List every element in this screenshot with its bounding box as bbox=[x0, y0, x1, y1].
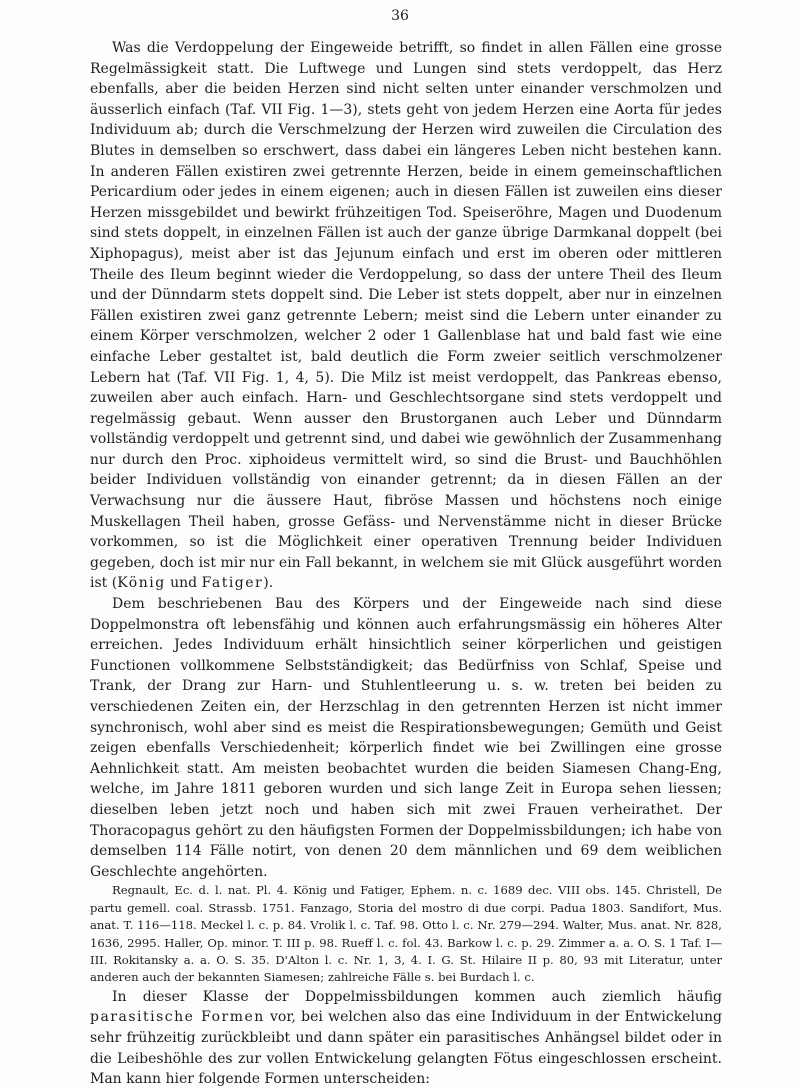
references-block: Regnault, Ec. d. l. nat. Pl. 4. König und Fatiger, Ephem. n. c. 1689 dec. VIII obs. 145. Christell, De partu gemell. coal. Strassb. 1751. Fanzago, Storia del mostro di due corpi. Padua 1803. Sandifort, Mus. anat. T. 116—118. Meckel l. c. p. 84. Vrolik l. c. Taf. 98. Otto l. c. Nr. 279—294. Walter, Mus. anat. Nr. 828, 1636, 2995. Haller, Op. minor. T. III p. 98. Rueff l. c. fol. 43. Barkow l. c. p. 29. Zimmer a. a. O. S. 1 Taf. I—III. Rokitansky a. a. O. S. 35. D'Alton l. c. Nr. 1, 3, 4. I. G. St. Hilaire II p. 80, 93 mit Literatur, unter anderen auch der bekannten Siamesen; zahlreiche Fälle s. bei Burdach l. c. bbox=[90, 883, 722, 985]
author-name: Fatiger bbox=[201, 575, 264, 592]
paragraph-organ-duplication bbox=[90, 38, 722, 594]
paragraph-text: In dieser Klasse der Doppelmissbildungen kommen auch ziemlich häufig bbox=[112, 988, 722, 1005]
paragraph-text: vor, bei welchen also das eine Individuum in der Entwickelung sehr frühzeitig zurückbleibt und dann später ein parasitisches Anhängsel bildet oder in die Leibeshöhle des zur vollen Entwickelung gelangten Fötus eingeschlossen erscheint. Man kann hier folgende Formen unterscheiden: bbox=[90, 1009, 722, 1088]
paragraph-viability: Dem beschriebenen Bau des Körpers und der Eingeweide nach sind diese Doppelmonstra oft lebensfähig und können auch erfahrungsmässig ein höheres Alter erreichen. Jedes Individuum erhält hinsichtlich seiner körperlichen und geistigen Functionen vollkommene Selbstständigkeit; das Bedürfniss von Schlaf, Speise und Trank, der Drang zur Harn- und Stuhlentleerung u. s. w. treten bei beiden zu verschiedenen Zeiten ein, der Herzschlag in den getrennten Herzen ist nicht immer synchronisch, wohl aber sind es meist die Respirationsbewegungen; Gemüth und Geist zeigen ebenfalls Verschiedenheit; körperlich findet wie bei Zwillingen eine grosse Aehnlichkeit statt. Am meisten beobachtet wurden die beiden Siamesen Chang-Eng, welche, im Jahre 1811 geboren wurden und sich lange Zeit in Europa sehen liessen; dieselben leben jetzt noch und haben sich mit zwei Frauen verheirathet. Der Thoracopagus gehört zu den häufigsten Formen der Doppelmissbildungen; ich habe von demselben 114 Fälle notirt, von denen 20 dem männlichen und 69 dem weiblichen Geschlechte angehörten. bbox=[90, 596, 722, 880]
emphasized-term: parasitische Formen bbox=[90, 1009, 265, 1026]
author-name: König bbox=[117, 575, 166, 592]
paragraph-text: und bbox=[165, 575, 202, 592]
paragraph-text: Was die Verdoppelung der Eingeweide betrifft, so findet in allen Fällen eine grosse Regelmässigkeit statt. Die Luftwege und Lungen sind stets verdoppelt, das Herz ebenfalls, aber die beiden Herzen sind nicht selten unter einander verschmolzen und äusserlich einfach (Taf. VII Fig. 1—3), stets geht von jedem Herzen eine Aorta für jedes Individuum ab; durch die Verschmelzung der Herzen wird zuweilen die Circulation des Blutes in demselben so erschwert, dass dabei ein längeres Leben nicht bestehen kann. In anderen Fällen existiren zwei getrennte Herzen, beide in einem gemeinschaftlichen Pericardium oder jedes in einem eigenen; auch in diesen Fällen ist zuweilen eins dieser Herzen missgebildet und bewirkt frühzeitigen Tod. Speiseröhre, Magen und Duodenum sind stets doppelt, in einzelnen Fällen ist auch der ganze übrige Darmkanal doppelt (bei Xiphopagus), meist aber ist das Jejunum einfach und erst im oberen oder mittleren Theile des Ileum beginnt wieder die Verdoppelung, so dass der untere Theil des Ileum und der Dünndarm stets doppelt sind. Die Leber ist stets doppelt, aber nur in einzelnen Fällen existiren zwei ganz getrennte Lebern; meist sind die Lebern unter einander zu einem Körper verschmolzen, welcher 2 oder 1 Gallenblase hat und bald fast wie eine einfache Leber gestaltet ist, bald deutlich die Form zweier seitlich verschmolzener Lebern hat (Taf. VII Fig. 1, 4, 5). Die Milz ist meist verdoppelt, das Pankreas ebenso, zuweilen aber auch einfach. Harn- und Geschlechtsorgane sind stets verdoppelt und regelmässig gebaut. Wenn ausser den Brustorganen auch Leber und Dünndarm vollständig verdoppelt und getrennt sind, und dabei wie gewöhnlich der Zusammenhang nur durch den Proc. xiphoideus vermittelt wird, so sind die Brust- und Bauchhöhlen beider Individuen vollständig von einander getrennt; da in diesen Fällen an der Verwachsung nur die äussere Haut, fibröse Massen und höchstens noch einige Muskellagen Theil haben, grosse Gefäss- und Nervenstämme nicht in dieser Brücke vorkommen, so ist die Möglichkeit einer operativen Trennung beider Individuen gegeben, doch ist mir nur ein Fall bekannt, in welchem sie mit Glück ausgeführt worden ist ( bbox=[90, 40, 722, 592]
page-number: 36 bbox=[391, 8, 409, 24]
paragraph-text: ). bbox=[263, 575, 274, 592]
paragraph-parasitic-forms bbox=[90, 987, 722, 1090]
page-body bbox=[90, 38, 722, 1090]
